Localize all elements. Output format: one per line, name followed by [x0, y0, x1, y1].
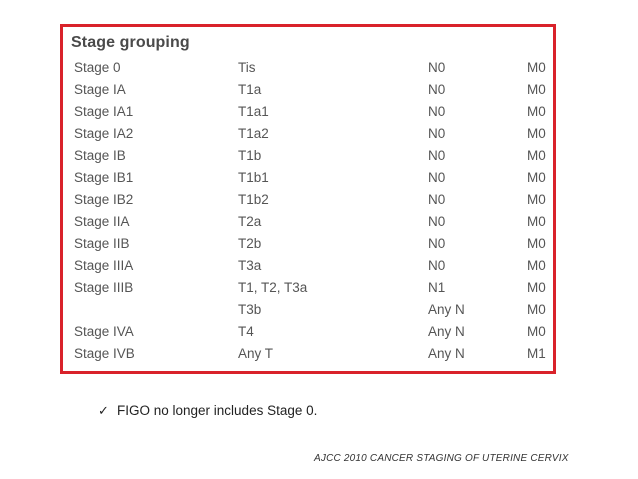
- table-row: [63, 211, 553, 233]
- m-cell: M1: [527, 346, 546, 361]
- table-row: [63, 233, 553, 255]
- table-row: [63, 167, 553, 189]
- table-row: [63, 343, 553, 365]
- m-cell: M0: [527, 104, 546, 119]
- stage-cell: Stage IB2: [74, 192, 134, 207]
- table-row: [63, 79, 553, 101]
- n-cell: N0: [428, 236, 446, 251]
- t-cell: T1b2: [238, 192, 269, 207]
- table-row: [63, 277, 553, 299]
- n-cell: Any N: [428, 346, 465, 361]
- table-row: [63, 145, 553, 167]
- stage-cell: Stage IA1: [74, 104, 134, 119]
- n-cell: N0: [428, 148, 446, 163]
- m-cell: M0: [527, 302, 546, 317]
- n-cell: N0: [428, 126, 446, 141]
- stage-cell: Stage IIIB: [74, 280, 134, 295]
- stage-cell: Stage 0: [74, 60, 121, 75]
- n-cell: Any N: [428, 324, 465, 339]
- t-cell: T1b1: [238, 170, 269, 185]
- n-cell: N0: [428, 170, 446, 185]
- n-cell: N1: [428, 280, 446, 295]
- n-cell: N0: [428, 214, 446, 229]
- t-cell: T1a1: [238, 104, 269, 119]
- t-cell: T1b: [238, 148, 262, 163]
- n-cell: N0: [428, 82, 446, 97]
- table-row: [63, 321, 553, 343]
- note-line: [98, 403, 317, 419]
- note-text: FIGO no longer includes Stage 0.: [117, 403, 318, 418]
- n-cell: N0: [428, 258, 446, 273]
- table-row: [63, 189, 553, 211]
- t-cell: T2b: [238, 236, 262, 251]
- n-cell: Any N: [428, 302, 465, 317]
- table-row: [63, 299, 553, 321]
- t-cell: T1a: [238, 82, 262, 97]
- n-cell: N0: [428, 192, 446, 207]
- t-cell: T1, T2, T3a: [238, 280, 308, 295]
- n-cell: N0: [428, 104, 446, 119]
- table-row: [63, 255, 553, 277]
- m-cell: M0: [527, 192, 546, 207]
- table-row: [63, 57, 553, 79]
- stage-cell: Stage IA: [74, 82, 126, 97]
- m-cell: M0: [527, 280, 546, 295]
- t-cell: T4: [238, 324, 254, 339]
- stage-cell: Stage IA2: [74, 126, 134, 141]
- stage-cell: Stage IB1: [74, 170, 134, 185]
- slide-caption: AJCC 2010 CANCER STAGING OF UTERINE CERVIX: [314, 453, 569, 464]
- stage-cell: Stage IVB: [74, 346, 135, 361]
- t-cell: T1a2: [238, 126, 269, 141]
- m-cell: M0: [527, 126, 546, 141]
- m-cell: M0: [527, 82, 546, 97]
- table-row: [63, 123, 553, 145]
- m-cell: M0: [527, 258, 546, 273]
- t-cell: T3a: [238, 258, 262, 273]
- t-cell: Any T: [238, 346, 274, 361]
- table-title: Stage grouping: [71, 34, 190, 51]
- stage-cell: Stage IIIA: [74, 258, 134, 273]
- stage-cell: Stage IB: [74, 148, 126, 163]
- t-cell: Tis: [238, 60, 256, 75]
- n-cell: N0: [428, 60, 446, 75]
- table-row: [63, 101, 553, 123]
- m-cell: M0: [527, 236, 546, 251]
- table-rows: [63, 57, 553, 365]
- m-cell: M0: [527, 60, 546, 75]
- m-cell: M0: [527, 170, 546, 185]
- m-cell: M0: [527, 214, 546, 229]
- checkmark-icon: ✓: [98, 403, 109, 418]
- stage-cell: Stage IIA: [74, 214, 130, 229]
- stage-cell: Stage IVA: [74, 324, 134, 339]
- stage-cell: Stage IIB: [74, 236, 130, 251]
- t-cell: T2a: [238, 214, 262, 229]
- t-cell: T3b: [238, 302, 262, 317]
- m-cell: M0: [527, 324, 546, 339]
- m-cell: M0: [527, 148, 546, 163]
- stage-grouping-table: [60, 24, 556, 374]
